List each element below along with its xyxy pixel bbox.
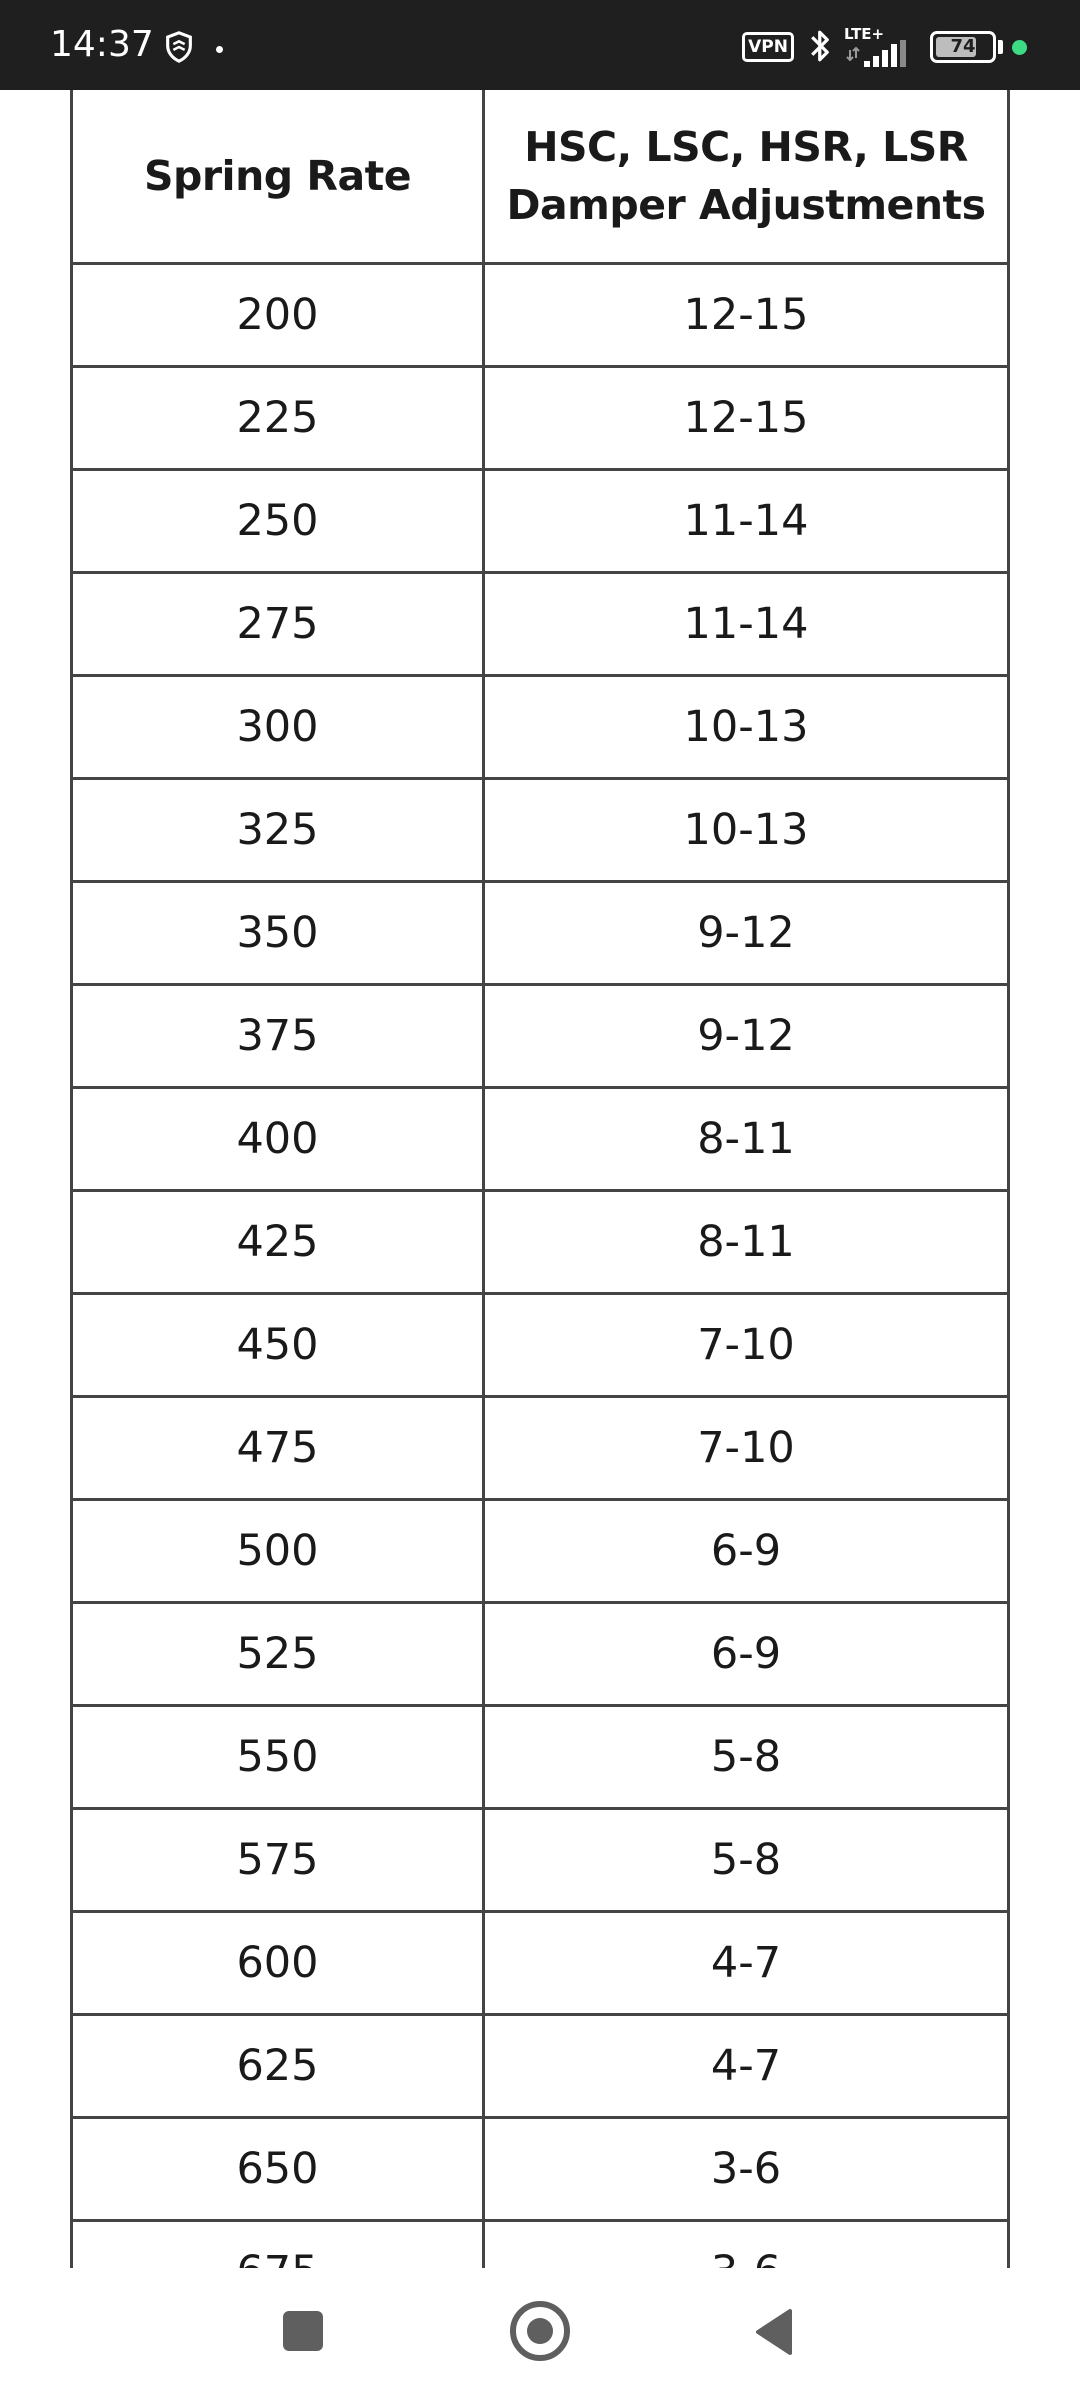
cell-spring-rate: 575 xyxy=(72,1809,484,1912)
table-row xyxy=(72,1706,1009,1809)
table-row xyxy=(72,779,1009,882)
cell-spring-rate: 275 xyxy=(72,573,484,676)
signal-bars-icon xyxy=(844,40,908,68)
table-row xyxy=(72,882,1009,985)
cell-spring-rate: 225 xyxy=(72,367,484,470)
cell-spring-rate: 375 xyxy=(72,985,484,1088)
back-button[interactable] xyxy=(754,2308,794,2356)
cell-spring-rate: 625 xyxy=(72,2015,484,2118)
table-row xyxy=(72,470,1009,573)
cell-damper-adjustment: 9-12 xyxy=(484,985,1009,1088)
cell-damper-adjustment: 11-14 xyxy=(484,470,1009,573)
cell-damper-adjustment: 8-11 xyxy=(484,1088,1009,1191)
battery-icon xyxy=(930,31,996,63)
cell-damper-adjustment: 12-15 xyxy=(484,367,1009,470)
header-adjustments-line1: HSC, LSC, HSR, LSR xyxy=(524,122,968,171)
cell-damper-adjustment: 9-12 xyxy=(484,882,1009,985)
header-damper-adjustments xyxy=(484,88,1009,264)
cell-spring-rate: 450 xyxy=(72,1294,484,1397)
bluetooth-icon xyxy=(806,26,836,66)
cell-damper-adjustment: 7-10 xyxy=(484,1397,1009,1500)
table-row xyxy=(72,1500,1009,1603)
cell-damper-adjustment: 12-15 xyxy=(484,264,1009,367)
vpn-icon: VPN xyxy=(742,32,794,62)
cell-damper-adjustment: 8-11 xyxy=(484,1191,1009,1294)
content-viewport[interactable] xyxy=(0,90,1080,2268)
cell-spring-rate: 200 xyxy=(72,264,484,367)
cell-damper-adjustment: 4-7 xyxy=(484,1912,1009,2015)
cell-spring-rate: 400 xyxy=(72,1088,484,1191)
table-row xyxy=(72,1191,1009,1294)
privacy-indicator-dot xyxy=(1012,40,1027,55)
table-row xyxy=(72,1397,1009,1500)
status-time: 14:37 xyxy=(50,24,154,65)
home-button[interactable] xyxy=(510,2301,570,2361)
cell-damper-adjustment: 7-10 xyxy=(484,1294,1009,1397)
cell-spring-rate: 600 xyxy=(72,1912,484,2015)
table-row xyxy=(72,1603,1009,1706)
cell-spring-rate: 300 xyxy=(72,676,484,779)
navigation-bar xyxy=(0,2268,1080,2400)
network-type-label: LTE+ xyxy=(844,25,885,43)
cell-damper-adjustment: 3-6 xyxy=(484,2118,1009,2221)
cell-damper-adjustment: 4-7 xyxy=(484,2015,1009,2118)
header-adjustments-line2: Damper Adjustments xyxy=(506,180,986,229)
battery-level: 74 xyxy=(950,36,976,57)
status-bar xyxy=(0,0,1080,90)
cell-spring-rate: 250 xyxy=(72,470,484,573)
cell-damper-adjustment: 6-9 xyxy=(484,1603,1009,1706)
shield-icon xyxy=(162,30,196,64)
table-row xyxy=(72,367,1009,470)
table-row xyxy=(72,985,1009,1088)
cell-spring-rate: 350 xyxy=(72,882,484,985)
cell-spring-rate: 475 xyxy=(72,1397,484,1500)
table-row xyxy=(72,1088,1009,1191)
table-header-row xyxy=(72,88,1009,264)
home-icon xyxy=(527,2318,553,2344)
cell-spring-rate: 525 xyxy=(72,1603,484,1706)
header-spring-rate: Spring Rate xyxy=(72,88,484,264)
notification-dot-icon xyxy=(216,46,223,53)
recents-button[interactable] xyxy=(283,2311,323,2351)
cell-damper-adjustment: 10-13 xyxy=(484,779,1009,882)
cell-spring-rate: 550 xyxy=(72,1706,484,1809)
cell-damper-adjustment: 6-9 xyxy=(484,1500,1009,1603)
cell-damper-adjustment: 11-14 xyxy=(484,573,1009,676)
battery-cap xyxy=(998,40,1003,54)
table-row xyxy=(72,2015,1009,2118)
cell-damper-adjustment: 10-13 xyxy=(484,676,1009,779)
table-row xyxy=(72,573,1009,676)
cell-damper-adjustment: 5-8 xyxy=(484,1809,1009,1912)
table-row xyxy=(72,1294,1009,1397)
table-row xyxy=(72,676,1009,779)
table-row xyxy=(72,2118,1009,2221)
cell-spring-rate: 650 xyxy=(72,2118,484,2221)
table-row xyxy=(72,1912,1009,2015)
cell-spring-rate: 500 xyxy=(72,1500,484,1603)
table-row xyxy=(72,1809,1009,1912)
table-body xyxy=(72,264,1009,2324)
cell-spring-rate: 425 xyxy=(72,1191,484,1294)
table-row xyxy=(72,264,1009,367)
cell-spring-rate: 325 xyxy=(72,779,484,882)
spring-rate-table xyxy=(70,86,1010,2325)
cell-damper-adjustment: 5-8 xyxy=(484,1706,1009,1809)
signal-icon xyxy=(844,26,908,68)
